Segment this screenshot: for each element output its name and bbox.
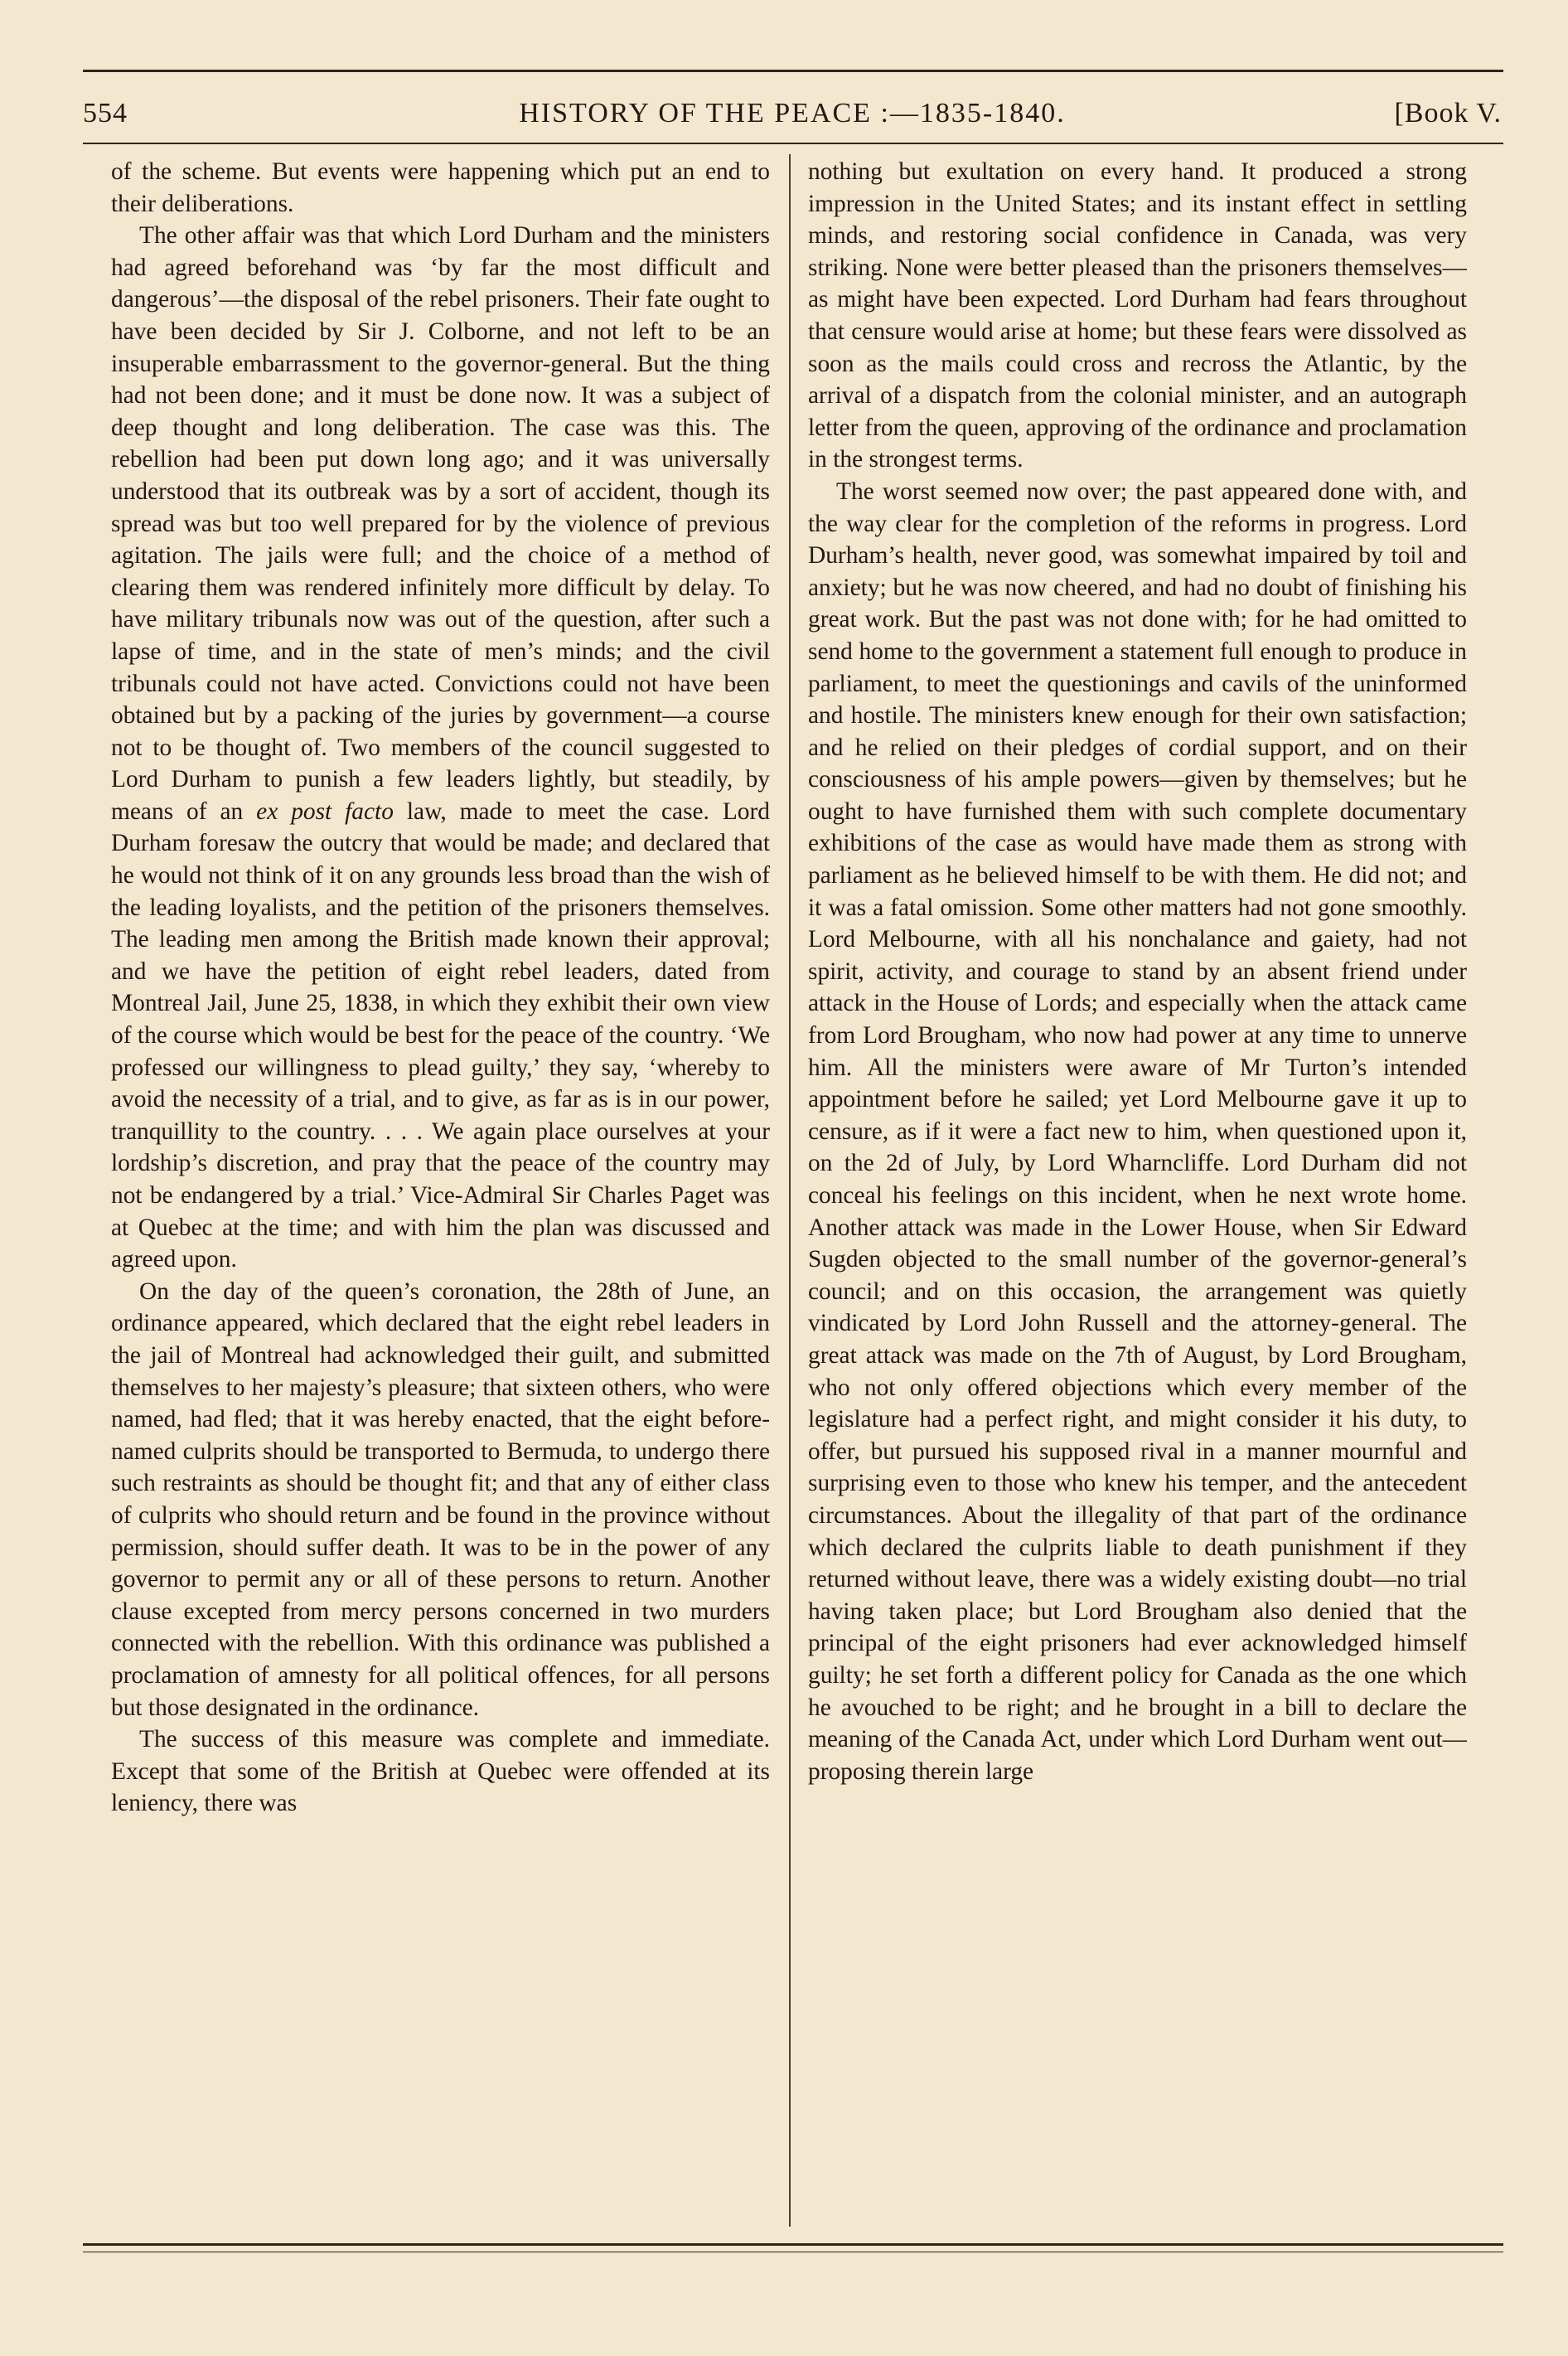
running-title: HISTORY OF THE PEACE :—1835-1840. <box>519 98 1066 128</box>
italic-phrase: ex post facto <box>256 797 394 825</box>
paragraph-text: The other affair was that which Lord Durham and the ministers had agreed beforehand was ‘by far the most difficult and dangerous’—the disposal of the rebel prisoners. Their fate ought to have been decided by Sir J. Colborne, and not left to be an insuperable embarrassment to the governor-general. But the thing had not been done; and it must be done now. It was a subject of deep thought and long deliberation. The case was this. The rebellion had been put down long ago; and it was universally understood that its outbreak was by a sort of accident, though its spread was but too well prepared for by the violence of previous agitation. The jails were full; and the choice of a method of clearing them was rendered infinitely more difficult by delay. To have military tribunals now was out of the question, after such a lapse of time, and in the state of men’s minds; and the civil tribunals could not have acted. Convictions could not have been obtained but by a packing of the juries by government—a course not to be thought of. Two members of the council suggested to Lord Durham to punish a few leaders lightly, but steadily, by means of an <box>111 222 770 825</box>
left-column <box>111 156 770 2224</box>
book-label: [Book V. <box>1394 98 1502 128</box>
bottom-rule <box>83 2243 1503 2246</box>
paragraph-text: law, made to meet the case. Lord Durham foresaw the outcry that would be made; and declared that he would not think of it on any grounds less broad than the wish of the leading loyalists, and the petition of the prisoners themselves. The leading men among the British made known their approval; and we have the petition of eight rebel leaders, dated from Montreal Jail, June 25, 1838, in which they exhibit their own view of the course which would be best for the peace of the country. ‘We professed our willingness to plead guilty,’ they say, ‘whereby to avoid the necessity of a trial, and to give, as far as is in our power, tranquillity to the country. . . . We again place ourselves at your lordship’s discretion, and pray that the peace of the country may not be endangered by a trial.’ Vice-Admiral Sir Charles Paget was at Quebec at the time; and with him the plan was discussed and agreed upon. <box>111 797 770 1273</box>
paragraph <box>111 220 770 1276</box>
paragraph: of the scheme. But events were happening which put an end to their deliberations. <box>111 158 770 217</box>
page-number: 554 <box>83 98 128 128</box>
top-rule <box>83 70 1503 72</box>
right-column <box>808 156 1467 2224</box>
running-head <box>83 90 1502 139</box>
paragraph: The success of this measure was complete and immediate. Except that some of the British at Quebec were offended at its leniency, there was <box>111 1726 770 1817</box>
paragraph: nothing but exultation on every hand. It produced a strong impression in the United States; and its instant effect in settling minds, and restoring social confidence in Canada, was very striking. None were better pleased than the prisoners themselves—as might have been expected. Lord Durham had fears throughout that censure would arise at home; but these fears were dissolved as soon as the mails could cross and recross the Atlantic, by the arrival of a dispatch from the colonial minister, and an autograph letter from the queen, approving of the ordinance and proclamation in the strongest terms. <box>808 158 1467 473</box>
header-rule <box>83 143 1503 144</box>
paragraph: On the day of the queen’s coronation, the 28th of June, an ordinance appeared, which declared that the eight rebel leaders in the jail of Montreal had acknowledged their guilt, and submitted themselves to her majesty’s pleasure; that sixteen others, who were named, had fled; that it was hereby enacted, that the eight before-named culprits should be transported to Bermuda, to undergo there such restraints as should be thought fit; and that any of either class of culprits who should return and be found in the province without permission, should suffer death. It was to be in the power of any governor to permit any or all of these persons to return. Another clause excepted from mercy persons concerned in two murders connected with the rebellion. With this ordinance was published a proclamation of amnesty for all political offences, for all persons but those designated in the ordinance. <box>111 1277 770 1721</box>
column-divider <box>789 154 791 2227</box>
paragraph: The worst seemed now over; the past appeared done with, and the way clear for the completion of the reforms in progress. Lord Durham’s health, never good, was somewhat impaired by toil and anxiety; but he was now cheered, and had no doubt of finishing his great work. But the past was not done with; for he had omitted to send home to the government a statement full enough to produce in parliament, to meet the questionings and cavils of the uninformed and hostile. The ministers knew enough for their own satisfaction; and he relied on their pledges of cordial support, and on their consciousness of his ample powers—given by themselves; but he ought to have furnished them with such complete documentary exhibitions of the case as would have made them as strong with parliament as he believed himself to be with them. He did not; and it was a fatal omission. Some other matters had not gone smoothly. Lord Melbourne, with all his nonchalance and gaiety, had not spirit, activity, and courage to stand by an absent friend under attack in the House of Lords; and especially when the attack came from Lord Brougham, who now had power at any time to unnerve him. All the ministers were aware of Mr Turton’s intended appointment before he sailed; yet Lord Melbourne gave it up to censure, as if it were a fact new to him, when questioned upon it, on the 2d of July, by Lord Wharncliffe. Lord Durham did not conceal his feelings on this incident, when he next wrote home. Another attack was made in the Lower House, when Sir Edward Sugden objected to the small number of the governor-general’s council; and on this occasion, the arrangement was quietly vindicated by Lord John Russell and the attorney-general. The great attack was made on the 7th of August, by Lord Brougham, who not only offered objections which every member of the legislature had a perfect right, and might consider it his duty, to offer, but pursued his supposed rival in a manner mournful and surprising even to those who knew his temper, and the antecedent circumstances. About the illegality of that part of the ordinance which declared the culprits liable to death punishment if they returned without leave, there was a widely existing doubt—no trial having taken place; but Lord Brougham also denied that the principal of the eight prisoners had ever acknowledged himself guilty; he set forth a different policy for Canada as the one which he avouched to be right; and he brought in a bill to declare the meaning of the Canada Act, under which Lord Durham went out—proposing therein large <box>808 478 1467 1785</box>
